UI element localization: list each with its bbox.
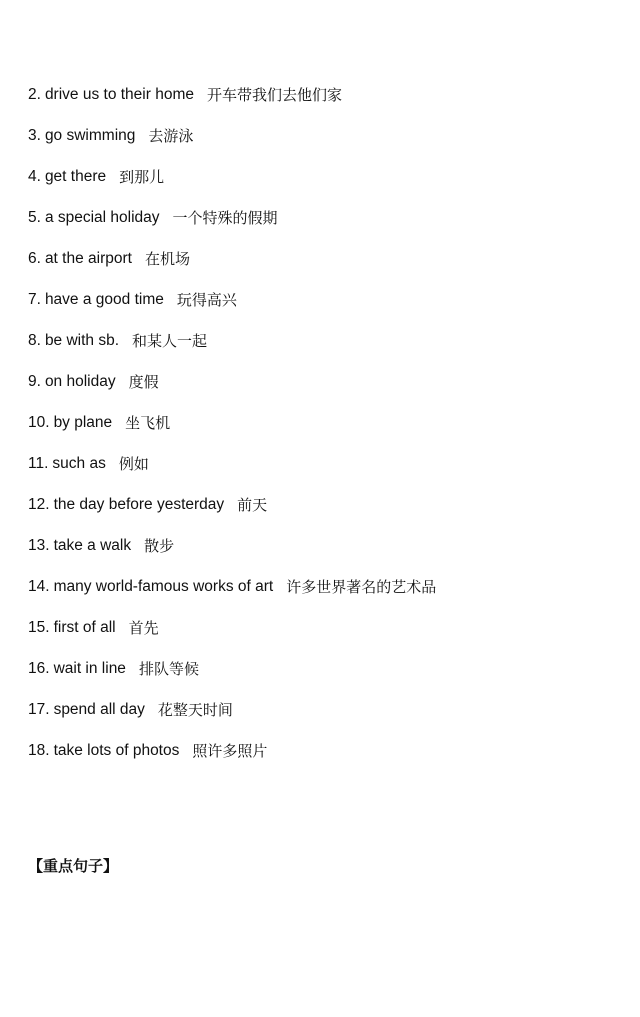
phrase-chinese: 散步 <box>144 537 175 555</box>
phrase-number: 14. <box>28 577 50 595</box>
phrase-chinese: 到那儿 <box>119 168 165 186</box>
phrase-chinese: 例如 <box>118 455 149 473</box>
phrase-english: by plane <box>53 413 113 431</box>
phrase-chinese: 开车带我们去他们家 <box>206 86 342 104</box>
phrase-chinese: 许多世界著名的艺术品 <box>286 578 437 596</box>
phrase-item <box>28 74 608 115</box>
phrase-number: 16. <box>28 659 50 677</box>
phrase-chinese: 坐飞机 <box>125 414 171 432</box>
phrase-english: many world-famous works of art <box>53 577 274 595</box>
phrase-english: on holiday <box>44 372 116 390</box>
phrase-chinese: 前天 <box>237 496 268 514</box>
phrase-number: 8. <box>28 331 41 349</box>
phrase-item <box>28 648 608 689</box>
phrase-item <box>28 566 608 607</box>
phrase-english: have a good time <box>44 290 164 308</box>
phrase-english: drive us to their home <box>44 85 194 103</box>
phrase-item <box>28 689 608 730</box>
phrase-chinese: 和某人一起 <box>132 332 208 350</box>
phrase-number: 3. <box>28 126 41 144</box>
phrase-number: 2. <box>28 85 41 103</box>
phrase-english: be with sb. <box>44 331 120 349</box>
phrase-number: 17. <box>28 700 50 718</box>
phrase-item <box>28 238 608 279</box>
phrase-chinese: 排队等候 <box>138 660 199 678</box>
phrase-number: 4. <box>28 167 41 185</box>
phrase-english: get there <box>44 167 107 185</box>
phrase-chinese: 去游泳 <box>148 127 194 145</box>
phrase-list <box>28 74 608 771</box>
phrase-english: spend all day <box>53 700 145 718</box>
phrase-item <box>28 115 608 156</box>
phrase-english: take a walk <box>53 536 132 554</box>
phrase-item <box>28 320 608 361</box>
phrase-chinese: 玩得高兴 <box>176 291 237 309</box>
phrase-item <box>28 443 608 484</box>
phrase-english: the day before yesterday <box>53 495 225 513</box>
phrase-english: such as <box>52 454 106 472</box>
phrase-item <box>28 484 608 525</box>
phrase-number: 6. <box>28 249 41 267</box>
phrase-number: 5. <box>28 208 41 226</box>
phrase-number: 10. <box>28 413 50 431</box>
phrase-english: go swimming <box>44 126 136 144</box>
phrase-chinese: 首先 <box>128 619 159 637</box>
phrase-chinese: 花整天时间 <box>157 701 233 719</box>
phrase-english: a special holiday <box>44 208 160 226</box>
phrase-number: 7. <box>28 290 41 308</box>
phrase-english: first of all <box>53 618 116 636</box>
phrase-number: 13. <box>28 536 50 554</box>
phrase-chinese: 度假 <box>128 373 159 391</box>
phrase-number: 12. <box>28 495 50 513</box>
phrase-item <box>28 361 608 402</box>
phrase-chinese: 在机场 <box>144 250 190 268</box>
phrase-english: at the airport <box>44 249 132 267</box>
phrase-item <box>28 525 608 566</box>
phrase-number: 15. <box>28 618 50 636</box>
phrase-number: 9. <box>28 372 41 390</box>
phrase-english: take lots of photos <box>53 741 180 759</box>
phrase-item <box>28 197 608 238</box>
phrase-english: wait in line <box>53 659 126 677</box>
phrase-item <box>28 607 608 648</box>
section-heading: 【重点句子】 <box>28 857 119 875</box>
phrase-item <box>28 402 608 443</box>
phrase-item <box>28 730 608 771</box>
phrase-item <box>28 279 608 320</box>
phrase-chinese: 照许多照片 <box>192 742 268 760</box>
phrase-item <box>28 156 608 197</box>
phrase-number: 11. <box>28 454 49 472</box>
phrase-chinese: 一个特殊的假期 <box>172 209 278 227</box>
phrase-number: 18. <box>28 741 50 759</box>
